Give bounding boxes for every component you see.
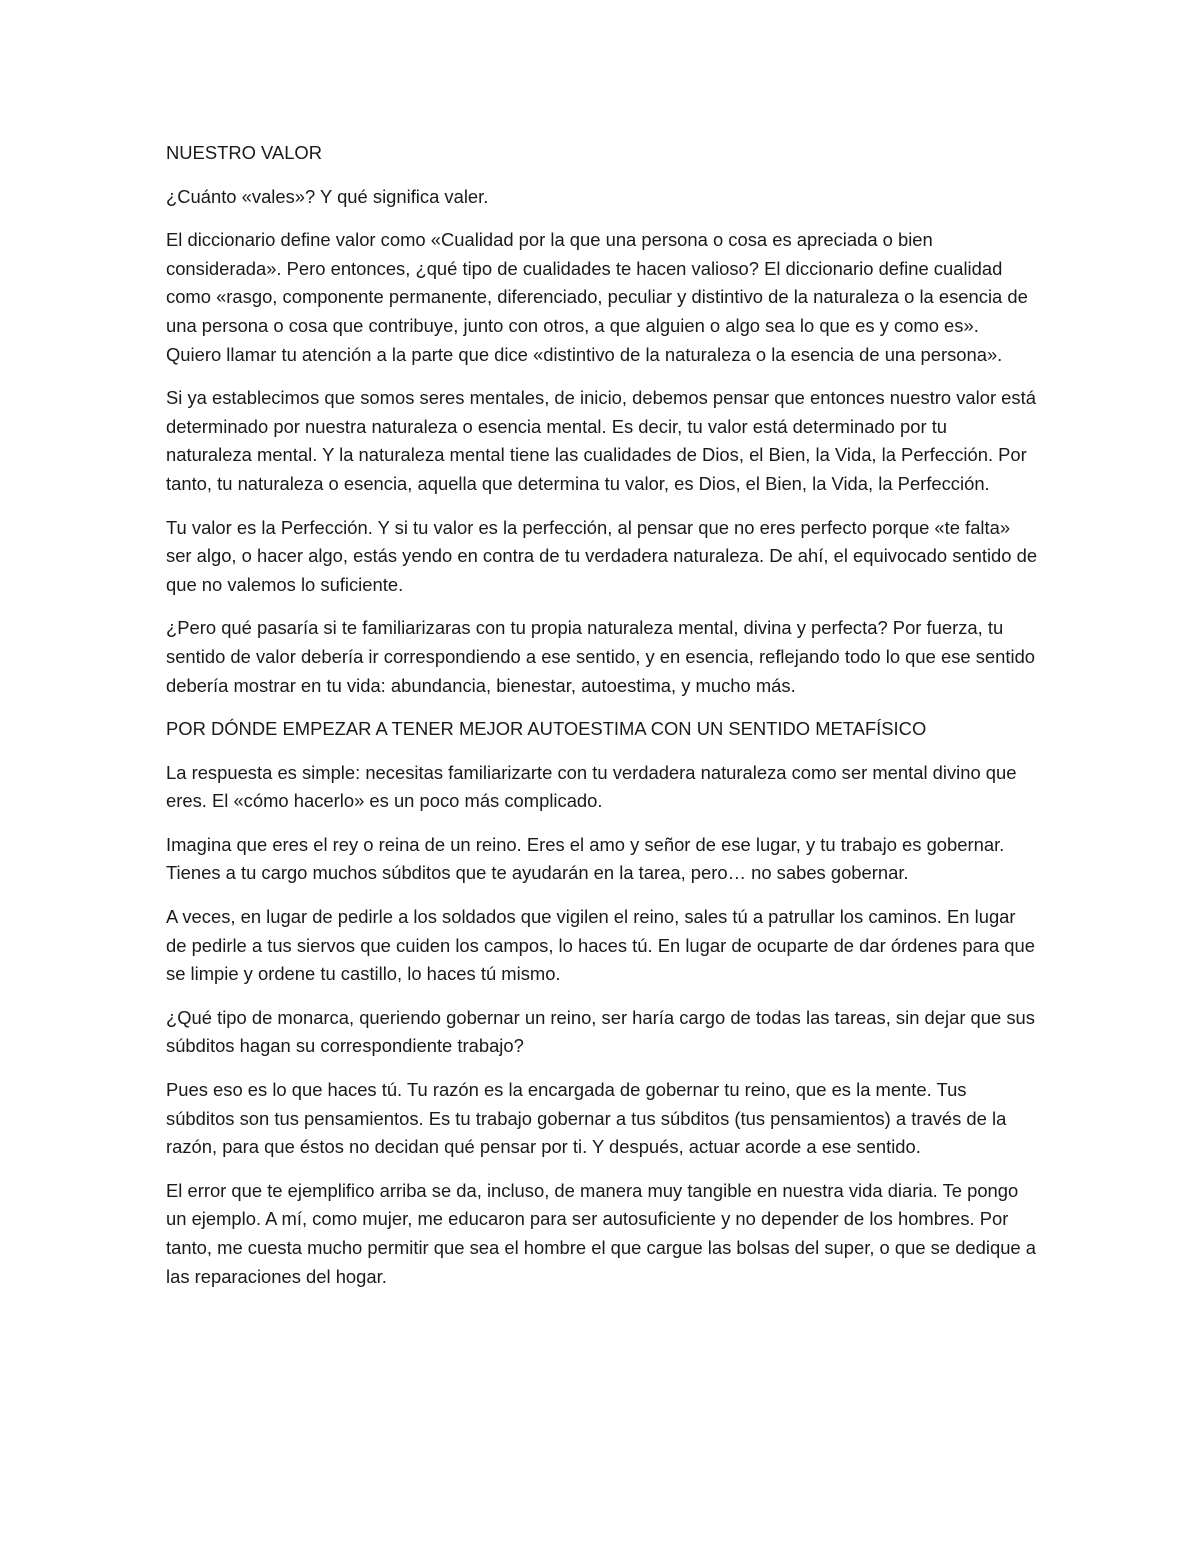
paragraph: ¿Pero qué pasaría si te familiarizaras con tu propia naturaleza mental, divina y perfecta? Por fuerza, tu sentido de valor debería ir correspondiendo a ese sentido, y en esencia, reflejando todo lo que ese sentido debería mostrar en tu vida: abundancia, bienestar, autoestima, y mucho más. bbox=[166, 617, 1036, 696]
paragraph: Tu valor es la Perfección. Y si tu valor es la perfección, al pensar que no eres perfecto porque «te falta» ser algo, o hacer algo, estás yendo en contra de tu verdadera naturaleza. De ahí, el equivocado sentido de que no valemos lo suficiente. bbox=[166, 516, 1038, 595]
paragraph: El diccionario define valor como «Cualidad por la que una persona o cosa es apreciada o bien considerada». Pero entonces, ¿qué tipo de cualidades te hacen valioso? El diccionario define cualidad como «rasgo, componente permanente, diferenciado, peculiar y distintivo de la naturaleza o la esencia de una persona o cosa que contribuye, junto con otros, a que alguien o algo sea lo que es y como es». Quiero llamar tu atención a la parte que dice «distintivo de la naturaleza o la esencia de una persona». bbox=[166, 229, 1028, 365]
section-heading: POR DÓNDE EMPEZAR A TENER MEJOR AUTOESTIMA CON UN SENTIDO METAFÍSICO bbox=[166, 718, 927, 740]
paragraph: ¿Qué tipo de monarca, queriendo gobernar un reino, ser haría cargo de todas las tareas, sin dejar que sus súbditos hagan su correspondiente trabajo? bbox=[166, 1006, 1035, 1057]
paragraph: ¿Cuánto «vales»? Y qué significa valer. bbox=[166, 185, 489, 207]
paragraph: La respuesta es simple: necesitas familiarizarte con tu verdadera naturaleza como ser mental divino que eres. El «cómo hacerlo» es un poco más complicado. bbox=[166, 761, 1017, 812]
paragraph: Imagina que eres el rey o reina de un reino. Eres el amo y señor de ese lugar, y tu trabajo es gobernar. Tienes a tu cargo muchos súbditos que te ayudarán en la tarea, pero… no sabes gobernar. bbox=[166, 833, 1005, 884]
paragraph: Si ya establecimos que somos seres mentales, de inicio, debemos pensar que entonces nuestro valor está determinado por nuestra naturaleza o esencia mental. Es decir, tu valor está determinado por tu naturaleza mental. Y la naturaleza mental tiene las cualidades de Dios, el Bien, la Vida, la Perfección. Por tanto, tu naturaleza o esencia, aquella que determina tu valor, es Dios, el Bien, la Vida, la Perfección. bbox=[166, 387, 1036, 494]
document-body bbox=[166, 139, 1038, 1306]
paragraph: A veces, en lugar de pedirle a los soldados que vigilen el reino, sales tú a patrullar los caminos. En lugar de pedirle a tus siervos que cuiden los campos, lo haces tú. En lugar de ocuparte de dar órdenes para que se limpie y ordene tu castillo, lo haces tú mismo. bbox=[166, 906, 1035, 985]
paragraph: Pues eso es lo que haces tú. Tu razón es la encargada de gobernar tu reino, que es la mente. Tus súbditos son tus pensamientos. Es tu trabajo gobernar a tus súbditos (tus pensamientos) a través de la razón, para que éstos no decidan qué pensar por ti. Y después, actuar acorde a ese sentido. bbox=[166, 1079, 1007, 1158]
document-title: NUESTRO VALOR bbox=[166, 142, 323, 163]
paragraph: El error que te ejemplifico arriba se da, incluso, de manera muy tangible en nuestra vida diaria. Te pongo un ejemplo. A mí, como mujer, me educaron para ser autosuficiente y no depender de los hombres. Por tanto, me cuesta mucho permitir que sea el hombre el que cargue las bolsas del super, o que se dedique a las reparaciones del hogar. bbox=[166, 1179, 1036, 1287]
